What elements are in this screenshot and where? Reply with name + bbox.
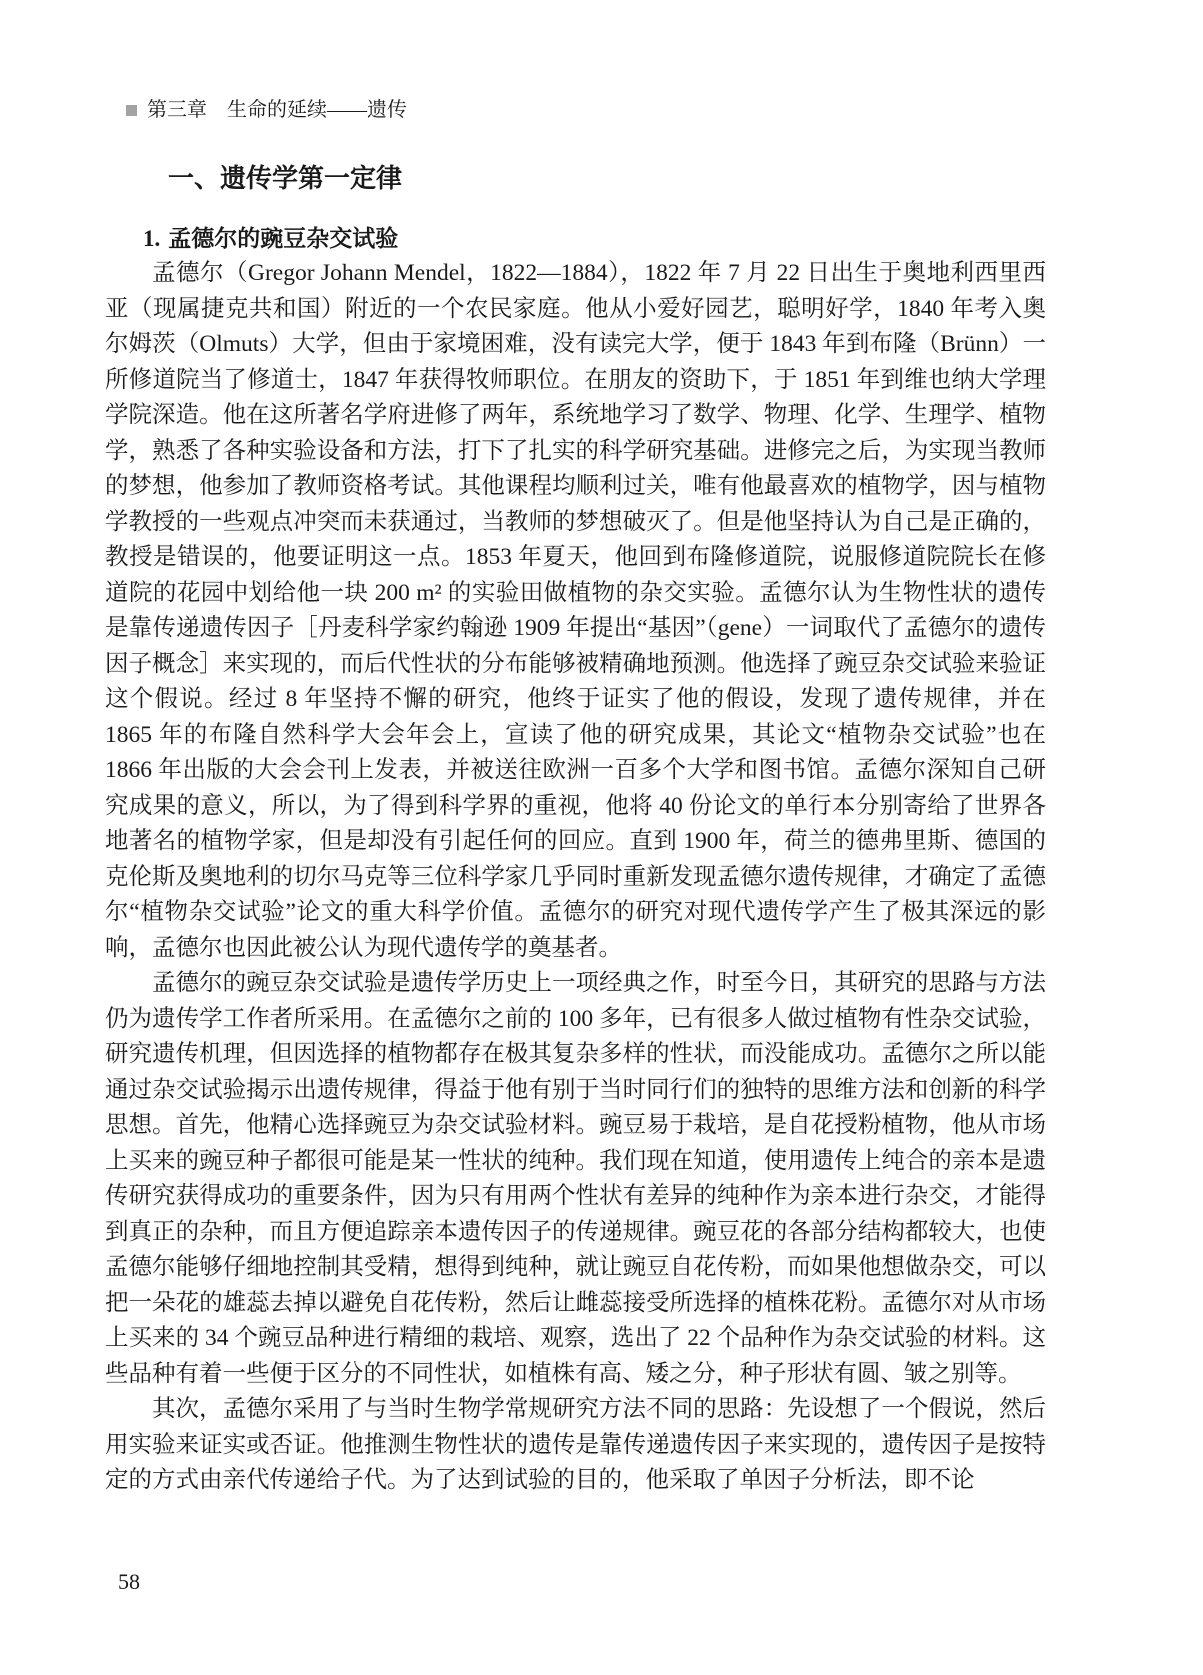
chapter-header [126,98,407,122]
body-text [105,256,1046,1499]
chapter-marker-square-icon [126,105,137,116]
page-number: 58 [118,1569,140,1594]
body-paragraph: 孟德尔的豌豆杂交试验是遗传学历史上一项经典之作，时至今日，其研究的思路与方法仍为遗传学工作者所采用。在孟德尔之前的 100 多年，已有很多人做过植物有性杂交试验，研究遗传机理，但因选择的植物都存在极其复杂多样的性状，而没能成功。孟德尔之所以能通过杂交试验揭示出遗传规律，得益于他有别于当时同行们的独特的思维方法和创新的科学思想。首先，他精心选择豌豆为杂交试验材料。豌豆易于栽培，是自花授粉植物，他从市场上买来的豌豆种子都很可能是某一性状的纯种。我们现在知道，使用遗传上纯合的亲本是遗传研究获得成功的重要条件，因为只有用两个性状有差异的纯种作为亲本进行杂交，才能得到真正的杂种，而且方便追踪亲本遗传因子的传递规律。豌豆花的各部分结构都较大，也使孟德尔能够仔细地控制其受精，想得到纯种，就让豌豆自花传粉，而如果他想做杂交，可以把一朵花的雄蕊去掉以避免自花传粉，然后让雌蕊接受所选择的植株花粉。孟德尔对从市场上买来的 34 个豌豆品种进行精细的栽培、观察，选出了 22 个品种作为杂交试验的材料。这些品种有着一些便于区分的不同性状，如植株有高、矮之分，种子形状有圆、皱之别等。 [105,970,1046,1387]
subsection-heading [143,224,398,253]
body-paragraph: 孟德尔（Gregor Johann Mendel，1822—1884），1822 年 7 月 22 日出生于奥地利西里西亚（现属捷克共和国）附近的一个农民家庭。他从小爱好园艺，聪明好学，1840 年考入奥尔姆茨（Olmuts）大学，但由于家境困难，没有读完大学，便于 1843 年到布隆（Brünn）一所修道院当了修道士，1847 年获得牧师职位。在朋友的资助下，于 1851 年到维也纳大学理学院深造。他在这所著名学府进修了两年，系统地学习了数学、物理、化学、生理学、植物学，熟悉了各种实验设备和方法，打下了扎实的科学研究基础。进修完之后，为实现当教师的梦想，他参加了教师资格考试。其他课程均顺利过关，唯有他最喜欢的植物学，因与植物学教授的一些观点冲突而未获通过，当教师的梦想破灭了。但是他坚持认为自己是正确的，教授是错误的，他要证明这一点。1853 年夏天，他回到布隆修道院，说服修道院院长在修道院的花园中划给他一块 200 m² 的实验田做植物的杂交实验。孟德尔认为生物性状的遗传是靠传递遗传因子［丹麦科学家约翰逊 1909 年提出“基因”（gene）一词取代了孟德尔的遗传因子概念］来实现的，而后代性状的分布能够被精确地预测。他选择了豌豆杂交试验来验证这个假说。经过 8 年坚持不懈的研究，他终于证实了他的假设，发现了遗传规律，并在 1865 年的布隆自然科学大会年会上，宣读了他的研究成果，其论文“植物杂交试验”也在 1866 年出版的大会会刊上发表，并被送往欧洲一百多个大学和图书馆。孟德尔深知自己研究成果的意义，所以，为了得到科学界的重视，他将 40 份论文的单行本分别寄给了世界各地著名的植物学家，但是却没有引起任何的回应。直到 1900 年，荷兰的德弗里斯、德国的克伦斯及奥地利的切尔马克等三位科学家几乎同时重新发现孟德尔遗传规律，才确定了孟德尔“植物杂交试验”论文的重大科学价值。孟德尔的研究对现代遗传学产生了极其深远的影响，孟德尔也因此被公认为现代遗传学的奠基者。 [105,260,1046,961]
section-title: 一、遗传学第一定律 [168,163,403,193]
subsection-number: 1. [143,226,161,251]
subsection-title-text: 孟德尔的豌豆杂交试验 [168,225,399,251]
body-paragraph: 其次，孟德尔采用了与当时生物学常规研究方法不同的思路：先设想了一个假说，然后用实验来证实或否证。他推测生物性状的遗传是靠传递遗传因子来实现的，遗传因子是按特定的方式由亲代传递给子代。为了达到试验的目的，他采取了单因子分析法，即不论 [105,1396,1046,1493]
chapter-title: 第三章 生命的延续——遗传 [147,99,407,121]
